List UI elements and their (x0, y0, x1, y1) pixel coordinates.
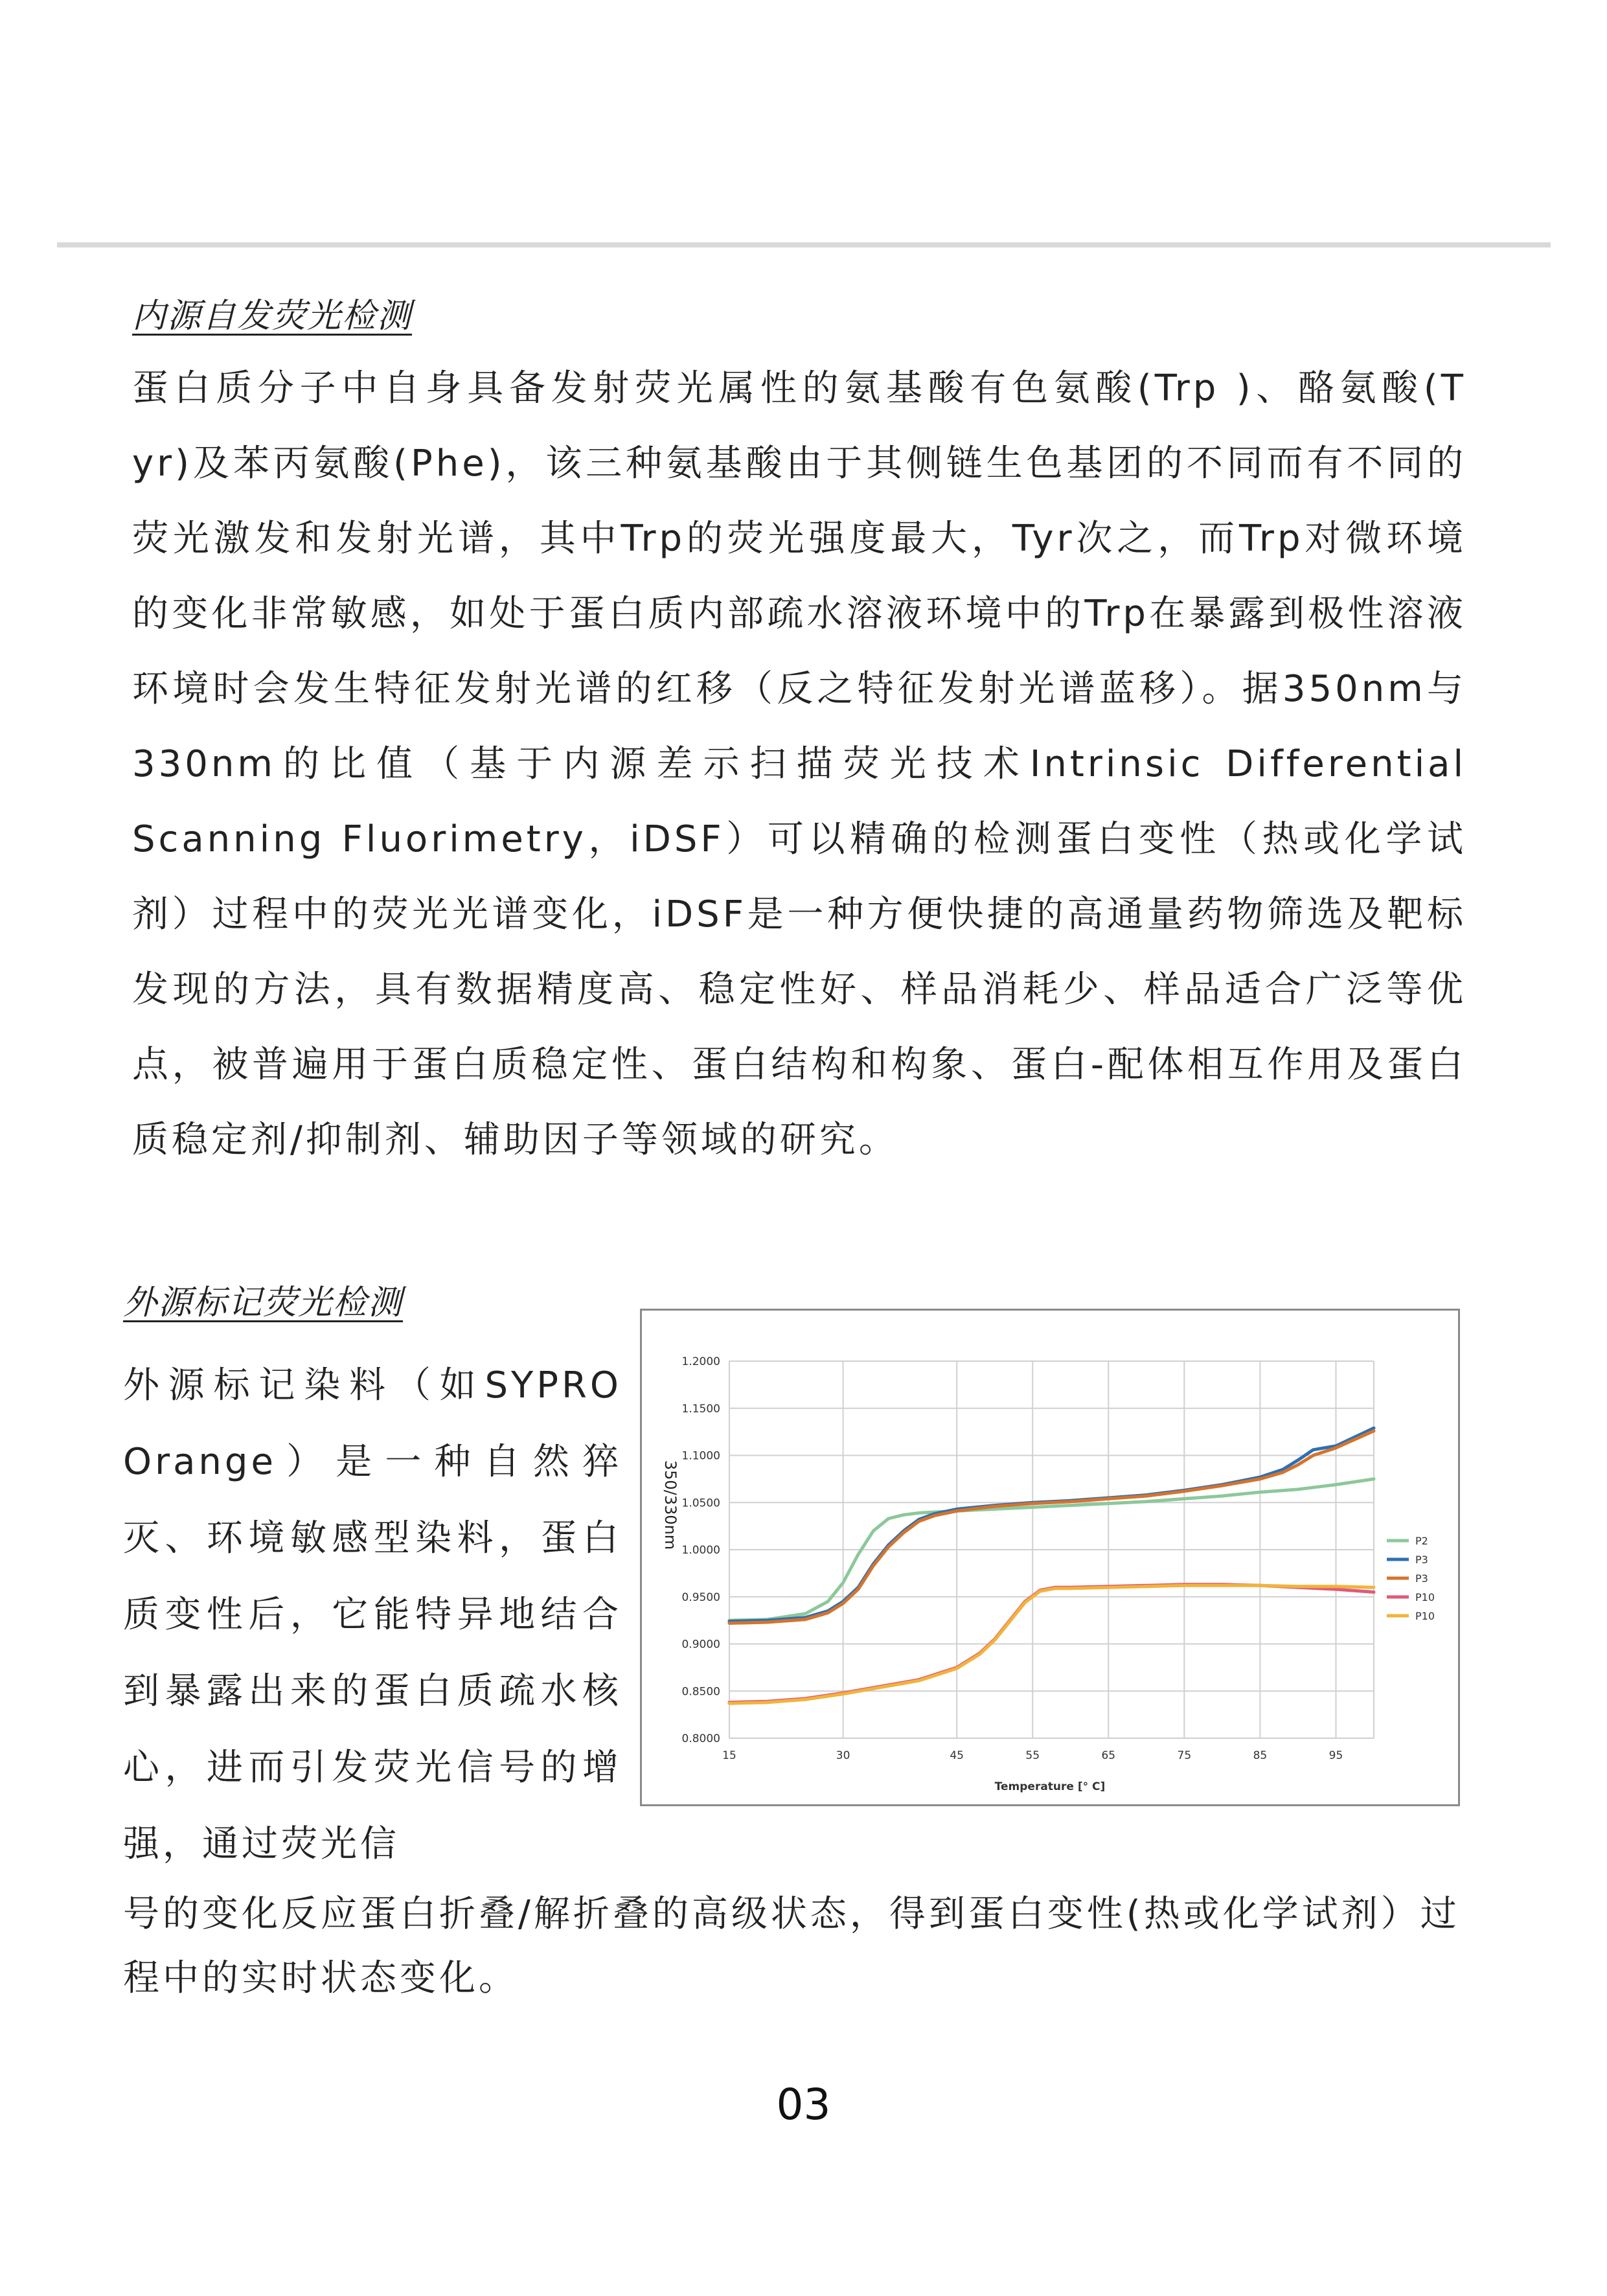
chart-x-tick-label: 75 (1177, 1749, 1192, 1762)
page-number: 03 (776, 2080, 831, 2130)
section-heading-intrinsic: 内源自发荧光检测 (132, 297, 413, 336)
chart-x-tick-label: 95 (1328, 1749, 1343, 1762)
chart-x-tick-label: 30 (836, 1749, 850, 1762)
chart-y-tick-label: 0.8500 (681, 1685, 720, 1699)
chart-legend-label: P3 (1415, 1572, 1428, 1585)
chart-y-tick-label: 1.0500 (681, 1497, 720, 1510)
chart-x-tick-label: 55 (1025, 1749, 1040, 1762)
section-paragraph-intrinsic: 蛋白质分子中自身具备发射荧光属性的氨基酸有色氨酸(Trp )、酪氨酸(T yr)及苯丙氨酸(Phe)，该三种氨基酸由于其侧链生色基团的不同而有不同的荧光激发和发射光谱，其中Trp的荧光强度最大，Tyr次之，而Trp对微环境的变化非常敏感，如处于蛋白质内部疏水溶液环境中的Trp在暴露到极性溶液环境时会发生特征发射光谱的红移（反之特征发射光谱蓝移）。据350nm与330nm的比值（基于内源差示扫描荧光技术Intrinsic Differential Scanning Fluorimetry，iDSF）可以精确的检测蛋白变性（热或化学试剂）过程中的荧光光谱变化，iDSF是一种方便快捷的高通量药物筛选及靶标发现的方法，具有数据精度高、稳定性好、样品消耗少、样品适合广泛等优点，被普遍用于蛋白质稳定性、蛋白结构和构象、蛋白-配体相互作用及蛋白质稳定剂/抑制剂、辅助因子等领域的研究。 (132, 367, 1466, 1161)
chart-canvas (642, 1311, 1458, 1804)
chart-x-tick-label: 15 (722, 1749, 736, 1762)
section-heading-extrinsic: 外源标记荧光检测 (123, 1283, 404, 1322)
chart-x-tick-label: 85 (1253, 1749, 1268, 1762)
chart-legend-label: P3 (1415, 1554, 1428, 1566)
chart-series-line (729, 1428, 1374, 1621)
chart-y-tick-label: 0.8000 (681, 1732, 720, 1745)
melting-curve-chart (640, 1309, 1460, 1806)
chart-x-tick-label: 45 (950, 1749, 964, 1762)
chart-y-tick-label: 1.2000 (681, 1355, 720, 1368)
chart-y-tick-label: 0.9500 (681, 1590, 720, 1604)
chart-legend-label: P10 (1415, 1591, 1435, 1603)
chart-y-tick-label: 1.1000 (681, 1449, 720, 1463)
chart-series-line (729, 1431, 1374, 1624)
chart-y-tick-label: 1.0000 (681, 1544, 720, 1557)
chart-y-tick-label: 0.9000 (681, 1638, 720, 1651)
chart-y-axis-label: 350/330nm (661, 1460, 679, 1550)
section-paragraph-extrinsic-wrapped: 外源标记染料（如SYPRO Orange）是一种自然猝灭、环境敏感型染料，蛋白质变性后，它能特异地结合到暴露出来的蛋白质疏水核心，进而引发荧光信号的增强，通过荧光信 (123, 1364, 622, 1865)
chart-x-tick-label: 65 (1101, 1749, 1116, 1762)
chart-legend-label: P10 (1415, 1610, 1435, 1622)
chart-x-axis-label: Temperature [° C] (994, 1780, 1106, 1793)
section-paragraph-extrinsic-rest: 号的变化反应蛋白折叠/解折叠的高级状态，得到蛋白变性(热或化学试剂）过程中的实时状态变化。 (123, 1893, 1460, 1999)
chart-legend-label: P2 (1415, 1535, 1428, 1547)
top-divider (57, 242, 1551, 247)
chart-y-tick-label: 1.1500 (681, 1402, 720, 1416)
